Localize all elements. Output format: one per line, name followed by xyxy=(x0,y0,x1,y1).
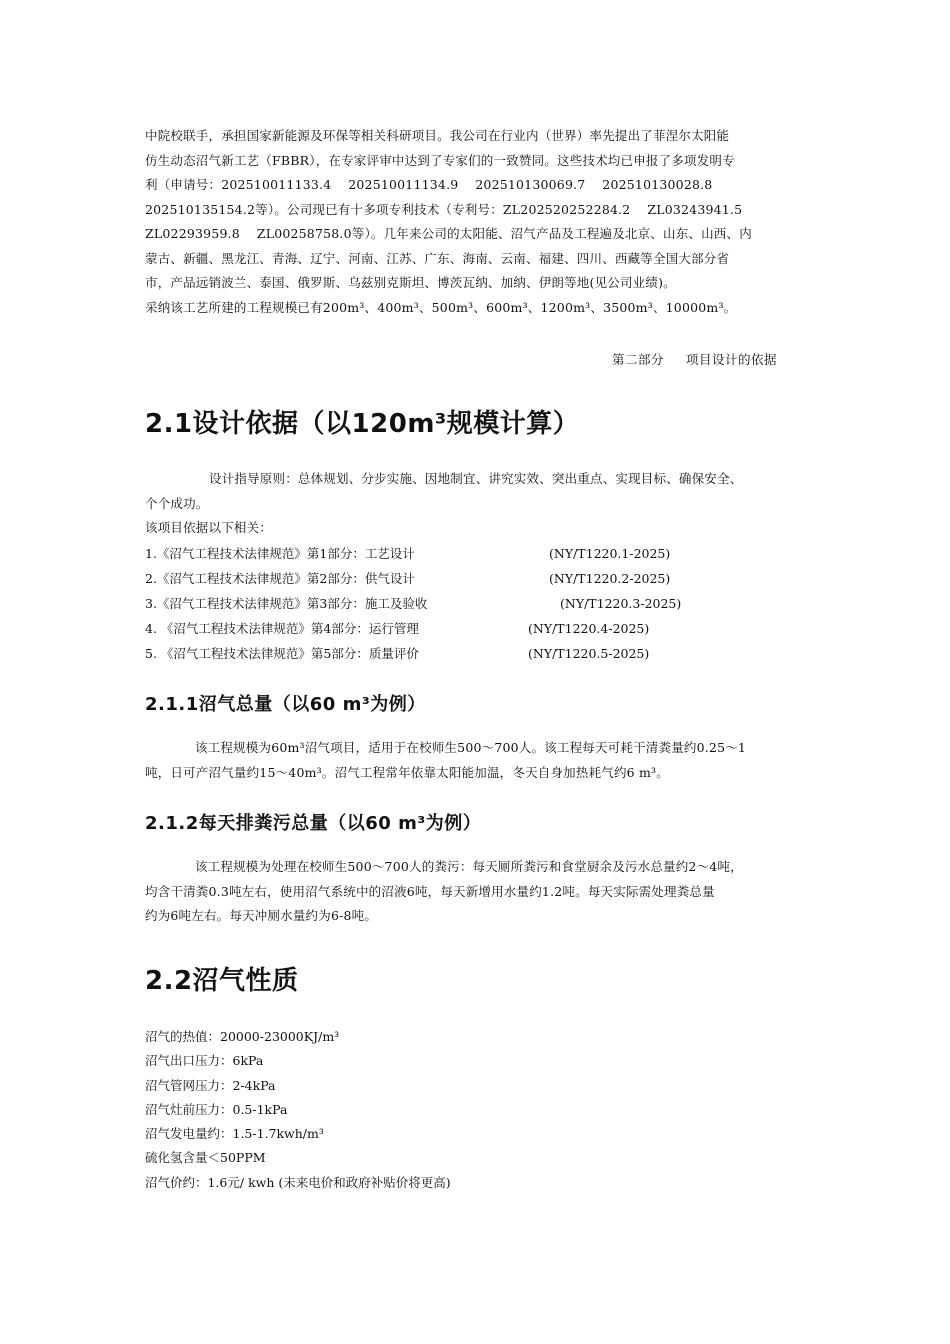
part-number: 第二部分 xyxy=(612,352,665,367)
standard-code: (NY/T1220.5-2025) xyxy=(528,646,650,661)
intro-line: 利（申请号：202510011133.4 202510011134.9 202510130069.7 202510130028.8 xyxy=(145,177,713,192)
standard-name: 5. 《沼气工程技术法律规范》第5部分：质量评价 xyxy=(145,646,419,661)
standards-list xyxy=(145,541,810,666)
standard-name: 3.《沼气工程技术法律规范》第3部分：施工及验收 xyxy=(145,596,428,611)
property-item: 沼气的热值：20000-23000KJ/m³ xyxy=(145,1029,340,1044)
intro-line: ZL02293959.8 ZL00258758.0等）。几年来公司的太阳能、沼气产品及工程遍及北京、山东、山西、内 xyxy=(145,226,752,241)
property-item: 硫化氢含量＜50PPM xyxy=(145,1150,266,1166)
intro-line: 仿生动态沼气新工艺（FBBR），在专家评审中达到了专家们的一致赞同。这些技术均已申报了多项发明专 xyxy=(145,152,735,168)
section-heading-2-1-2: 2.1.2每天排粪污总量（以60 m³为例） xyxy=(145,813,482,834)
daily-waste-paragraph xyxy=(145,855,810,929)
biogas-properties-list xyxy=(145,1025,810,1195)
intro-line: 202510135154.2等）。公司现已有十多项专利技术（专利号：ZL202520252284.2 ZL03243941.5 xyxy=(145,201,743,217)
intro-paragraph xyxy=(145,124,810,320)
list-item xyxy=(145,616,810,641)
standard-code: (NY/T1220.4-2025) xyxy=(528,621,650,636)
paragraph-line: 该工程规模为处理在校师生500～700人的粪污：每天厕所粪污和食堂厨余及污水总量约2～4吨， xyxy=(195,859,743,874)
part-title: 项目设计的依据 xyxy=(686,352,778,367)
standard-name: 2.《沼气工程技术法律规范》第2部分：供气设计 xyxy=(145,571,415,586)
section-heading-2-2: 2.2沼气性质 xyxy=(145,966,299,996)
property-item: 沼气灶前压力：0.5-1kPa xyxy=(145,1101,288,1117)
paragraph-line: 该工程规模为60m³沼气项目，适用于在校师生500～700人。该工程每天可耗干清粪量约0.25～1 xyxy=(195,740,747,755)
section-heading-2-1: 2.1设计依据（以120m³规模计算） xyxy=(145,409,580,439)
standard-name: 4. 《沼气工程技术法律规范》第4部分：运行管理 xyxy=(145,621,419,636)
basis-intro: 该项目依据以下相关： xyxy=(145,520,273,535)
list-item xyxy=(145,641,810,666)
list-item xyxy=(145,541,810,566)
biogas-total-paragraph xyxy=(145,736,810,785)
property-item: 沼气发电量约：1.5-1.7kwh/m³ xyxy=(145,1126,324,1142)
paragraph-line: 均含干清粪0.3吨左右，使用沼气系统中的沼液6吨，每天新增用水量约1.2吨。每天实际需处理粪总量 xyxy=(145,883,715,899)
intro-line: 市，产品远销波兰、泰国、俄罗斯、乌兹别克斯坦、博茨瓦纳、加纳、伊朗等地(见公司业绩)。 xyxy=(145,275,676,290)
property-item: 沼气管网压力：2-4kPa xyxy=(145,1077,276,1093)
intro-line: 采纳该工艺所建的工程规模已有200m³、400m³、500m³、600m³、1200m³、3500m³、10000m³。 xyxy=(145,299,737,315)
paragraph-line: 约为6吨左右。每天冲厕水量约为6-8吨。 xyxy=(145,908,378,923)
property-item: 沼气价约：1.6元/ kwh (未来电价和政府补贴价将更高) xyxy=(145,1174,451,1190)
intro-line: 蒙古、新疆、黑龙江、青海、辽宁、河南、江苏、广东、海南、云南、福建、四川、西藏等全国大部分省 xyxy=(145,250,730,266)
list-item xyxy=(145,591,810,616)
principle-line: 设计指导原则：总体规划、分步实施、因地制宜、讲究实效、突出重点、实现目标、确保安全、 xyxy=(209,471,743,486)
paragraph-line: 吨，日可产沼气量约15～40m³。沼气工程常年依靠太阳能加温，冬天自身加热耗气约6 m³。 xyxy=(145,764,669,780)
standard-code: (NY/T1220.1-2025) xyxy=(549,546,671,561)
property-item: 沼气出口压力：6kPa xyxy=(145,1053,264,1069)
design-principles xyxy=(145,467,810,541)
section-heading-2-1-1: 2.1.1沼气总量（以60 m³为例） xyxy=(145,694,426,715)
list-item xyxy=(145,566,810,591)
standard-code: (NY/T1220.3-2025) xyxy=(560,596,682,611)
intro-line: 中院校联手，承担国家新能源及环保等相关科研项目。我公司在行业内（世界）率先提出了菲涅尔太阳能 xyxy=(145,128,730,143)
part-heading xyxy=(612,350,777,368)
standard-name: 1.《沼气工程技术法律规范》第1部分：工艺设计 xyxy=(145,546,415,561)
principle-line: 个个成功。 xyxy=(145,495,209,511)
standard-code: (NY/T1220.2-2025) xyxy=(549,571,671,586)
